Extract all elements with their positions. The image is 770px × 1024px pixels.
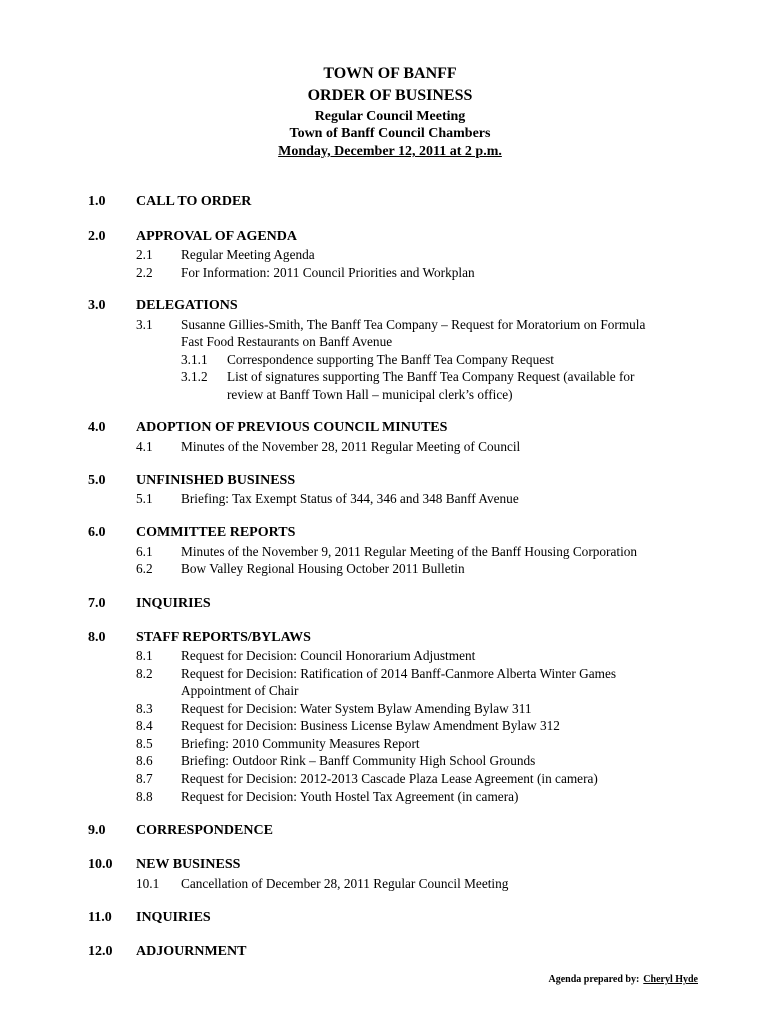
- section-title: APPROVAL OF AGENDA: [136, 229, 298, 244]
- section-number: 4.0: [88, 420, 106, 435]
- section-title: INQUIRIES: [136, 910, 211, 925]
- agenda-item-continuation: Fast Food Restaurants on Banff Avenue: [181, 334, 393, 349]
- meeting-location: Town of Banff Council Chambers: [289, 126, 491, 141]
- section-number: 1.0: [88, 194, 106, 209]
- section-title: COMMITTEE REPORTS: [136, 525, 296, 540]
- prepared-by-label: Agenda prepared by:: [548, 974, 640, 985]
- section-number: 12.0: [88, 944, 113, 959]
- prepared-by-name: Cheryl Hyde: [643, 974, 698, 985]
- section-number: 7.0: [88, 596, 106, 611]
- section-title: ADOPTION OF PREVIOUS COUNCIL MINUTES: [136, 420, 448, 435]
- section-number: 5.0: [88, 473, 106, 488]
- section-number: 8.0: [88, 630, 106, 645]
- section-number: 11.0: [88, 910, 112, 925]
- agenda-page: TOWN OF BANFF ORDER OF BUSINESS Regular Council Meeting Town of Banff Council Chambers Monday, December 12, 2011 at 2 p.m. 1.0 CALL TO ORDER 2.0 APPROVAL OF AGENDA 2.1 Regular Meeting Agenda 2.2 For Information: 2011 Council Priorities and Workplan 3.0 DELEGATIONS 3.1 Susanne Gillies-Smith, The Banff Tea Company – Request for Moratorium on Formula Fast Food Restaurants on Banff Avenue 3.1.1 Correspondence supporting The Banff Tea Company Request 3.1.2 List of signatures supporting The Banff Tea Company Request (available for review at Banff Town Hall – municipal clerk’s office) 4.0 ADOPTION OF PREVIOUS COUNCIL MINUTES 4.1 Minutes of the November 28, 2011 Regular Meeting of Council 5.0 UNFINISHED BUSINESS 5.1 Briefing: Tax Exempt Status of 344, 346 and 348 Banff Avenue 6.0 COMMITTEE REPORTS 6.1 Minutes of the November 9, 2011 Regular Meeting of the Banff Housing Corporation 6.2 Bow Valley Regional Housing October 2011 Bulletin 7.0 INQUIRIES 8.0 STAFF REPORTS/BYLAWS 8.1 Request for Decision: Council Honorarium Adjustment 8.2 Request for Decision: Ratification of 2014 Banff-Canmore Alberta Winter Games Appointment of Chair 8.3 Request for Decision: Water System Bylaw Amending Bylaw 311 8.4 Request for Decision: Business License Bylaw Amendment Bylaw 312 8.5 Briefing: 2010 Community Measures Report 8.6 Briefing: Outdoor Rink – Banff Community High School Grounds 8.7 Request for Decision: 2012-2013 Cascade Plaza Lease Agreement (in camera) 8.8 Request for Decision: Youth Hostel Tax Agreement (in camera) 9.0 CORRESPONDENCE 10.0 NEW BUSINESS 10.1 Cancellation of December 28, 2011 Regular Council Meeting 11.0 INQUIRIES 12.0 ADJOURNMENT Agenda prepared by: Cheryl Hyde: [0, 0, 770, 1024]
- meeting-type: Regular Council Meeting: [314, 109, 466, 124]
- section-number: 10.0: [88, 857, 113, 872]
- section-title: DELEGATIONS: [136, 298, 238, 313]
- section-number: 3.0: [88, 298, 106, 313]
- town-title: TOWN OF BANFF: [323, 65, 457, 82]
- section-title: ADJOURNMENT: [136, 944, 247, 959]
- agenda-item-continuation: Appointment of Chair: [181, 683, 299, 698]
- section-title: CALL TO ORDER: [136, 194, 252, 209]
- section-title: UNFINISHED BUSINESS: [136, 473, 296, 488]
- section-title: INQUIRIES: [136, 596, 211, 611]
- section-number: 9.0: [88, 823, 106, 838]
- meeting-datetime: Monday, December 12, 2011 at 2 p.m.: [278, 144, 502, 159]
- section-number: 2.0: [88, 229, 106, 244]
- section-number: 6.0: [88, 525, 106, 540]
- document-title: ORDER OF BUSINESS: [307, 87, 473, 104]
- section-title: CORRESPONDENCE: [136, 823, 273, 838]
- agenda-subitem-continuation: review at Banff Town Hall – municipal clerk’s office): [227, 387, 513, 402]
- section-title: NEW BUSINESS: [136, 857, 241, 872]
- agenda-prepared-by: [549, 974, 698, 985]
- section-title: STAFF REPORTS/BYLAWS: [136, 630, 311, 645]
